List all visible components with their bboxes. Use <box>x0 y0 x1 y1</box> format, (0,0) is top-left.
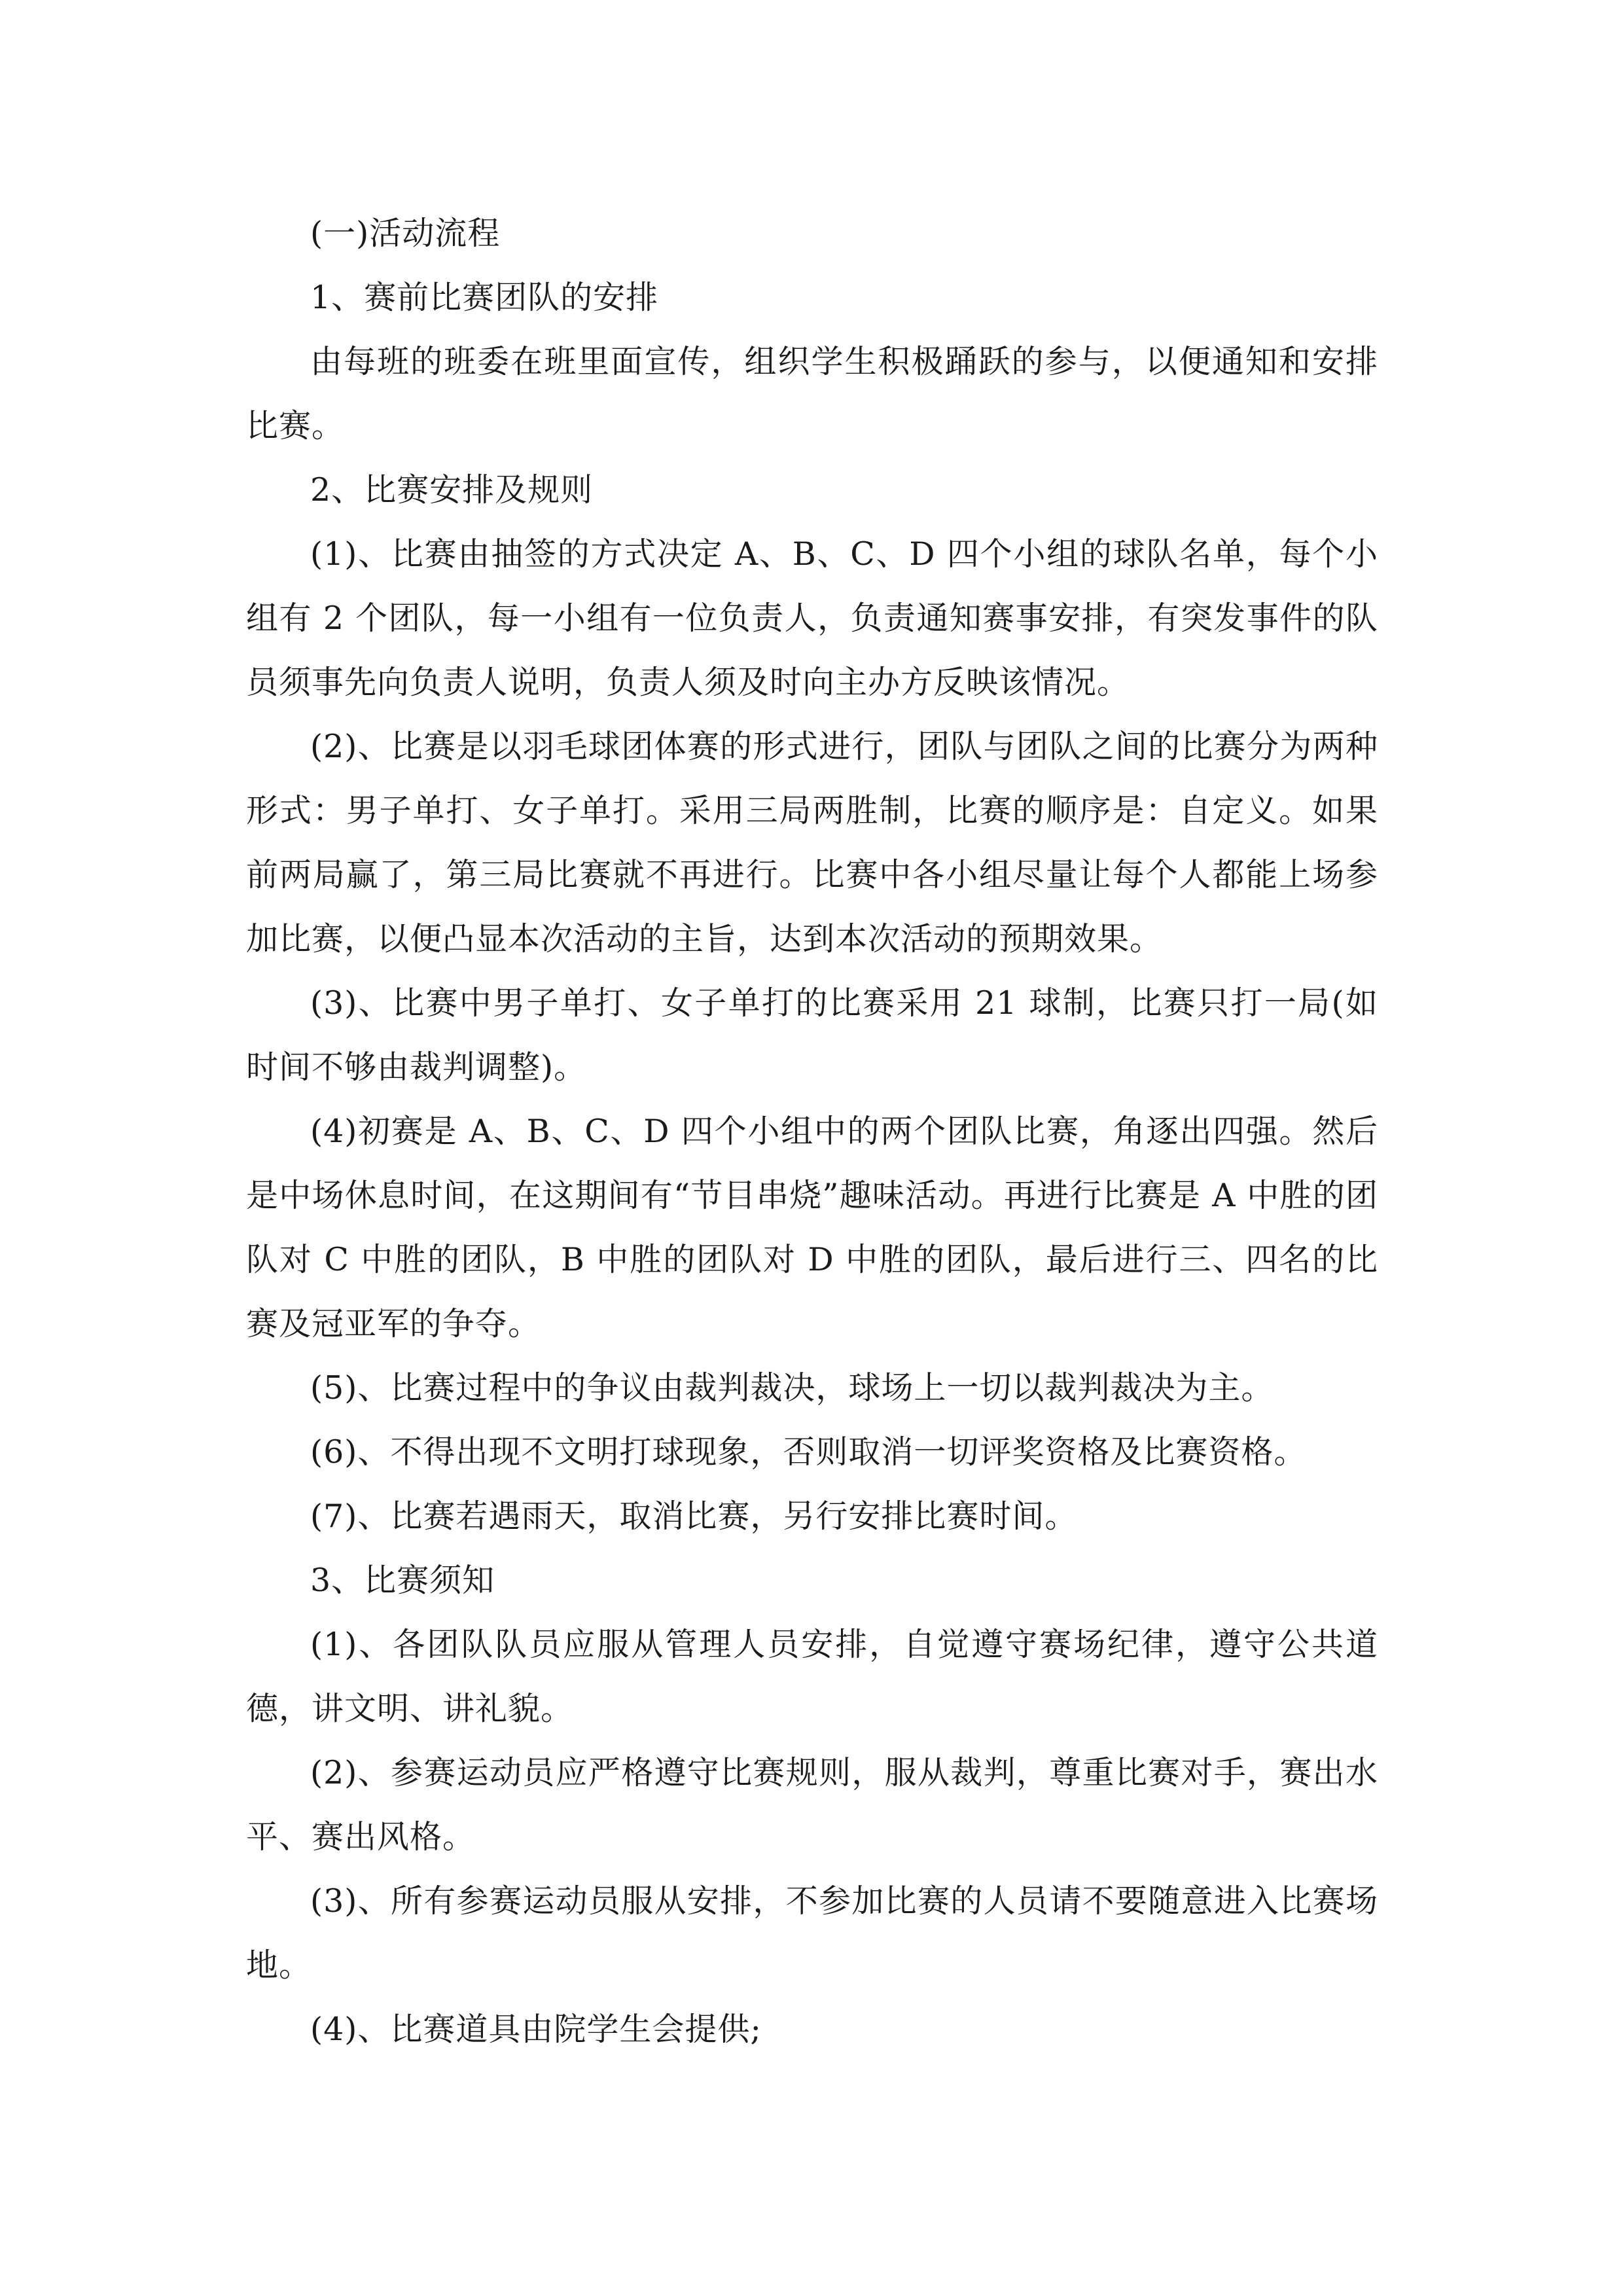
notice-item-2: (2)、参赛运动员应严格遵守比赛规则，服从裁判，尊重比赛对手，赛出水平、赛出风格。 <box>246 1754 1378 1856</box>
rule-item-5: (5)、比赛过程中的争议由裁判裁决，球场上一切以裁判裁决为主。 <box>310 1369 1274 1407</box>
rule-item-7: (7)、比赛若遇雨天，取消比赛，另行安排比赛时间。 <box>310 1498 1078 1535</box>
rule-item-6: (6)、不得出现不文明打球现象，否则取消一切评奖资格及比赛资格。 <box>310 1433 1307 1471</box>
notice-item-4: (4)、比赛道具由院学生会提供; <box>310 2011 762 2048</box>
subheading-pre-match-arrangement: 1、赛前比赛团队的安排 <box>310 279 659 316</box>
rule-item-4: (4)初赛是 A、B、C、D 四个小组中的两个团队比赛，角逐出四强。然后是中场休息时间，在这期间有“节目串烧”趣味活动。再进行比赛是 A 中胜的团队对 C 中胜的团队，B 中胜的团队对 D 中胜的团队，最后进行三、四名的比赛及冠亚军的争夺。 <box>246 1113 1378 1342</box>
rule-item-2: (2)、比赛是以羽毛球团体赛的形式进行，团队与团队之间的比赛分为两种形式：男子单打、女子单打。采用三局两胜制，比赛的顺序是：自定义。如果前两局赢了，第三局比赛就不再进行。比赛中各小组尽量让每个人都能上场参加比赛，以便凸显本次活动的主旨，达到本次活动的预期效果。 <box>246 728 1378 958</box>
notice-item-1: (1)、各团队队员应服从管理人员安排，自觉遵守赛场纪律，遵守公共道德，讲文明、讲礼貌。 <box>246 1626 1378 1727</box>
subheading-arrangement-rules: 2、比赛安排及规则 <box>310 471 594 509</box>
subheading-match-notice: 3、比赛须知 <box>310 1562 495 1599</box>
document-body <box>246 202 1378 2062</box>
rule-item-3: (3)、比赛中男子单打、女子单打的比赛采用 21 球制，比赛只打一局(如时间不够由裁判调整)。 <box>246 984 1378 1086</box>
rule-item-1: (1)、比赛由抽签的方式决定 A、B、C、D 四个小组的球队名单，每个小组有 2 个团队，每一小组有一位负责人，负责通知赛事安排，有突发事件的队员须事先向负责人说明，负责人须及时向主办方反映该情况。 <box>246 535 1378 701</box>
paragraph-class-committee: 由每班的班委在班里面宣传，组织学生积极踊跃的参与，以便通知和安排比赛。 <box>246 343 1378 444</box>
notice-item-3: (3)、所有参赛运动员服从安排，不参加比赛的人员请不要随意进入比赛场地。 <box>246 1882 1378 1984</box>
section-heading-activity-flow: (一)活动流程 <box>310 215 501 252</box>
